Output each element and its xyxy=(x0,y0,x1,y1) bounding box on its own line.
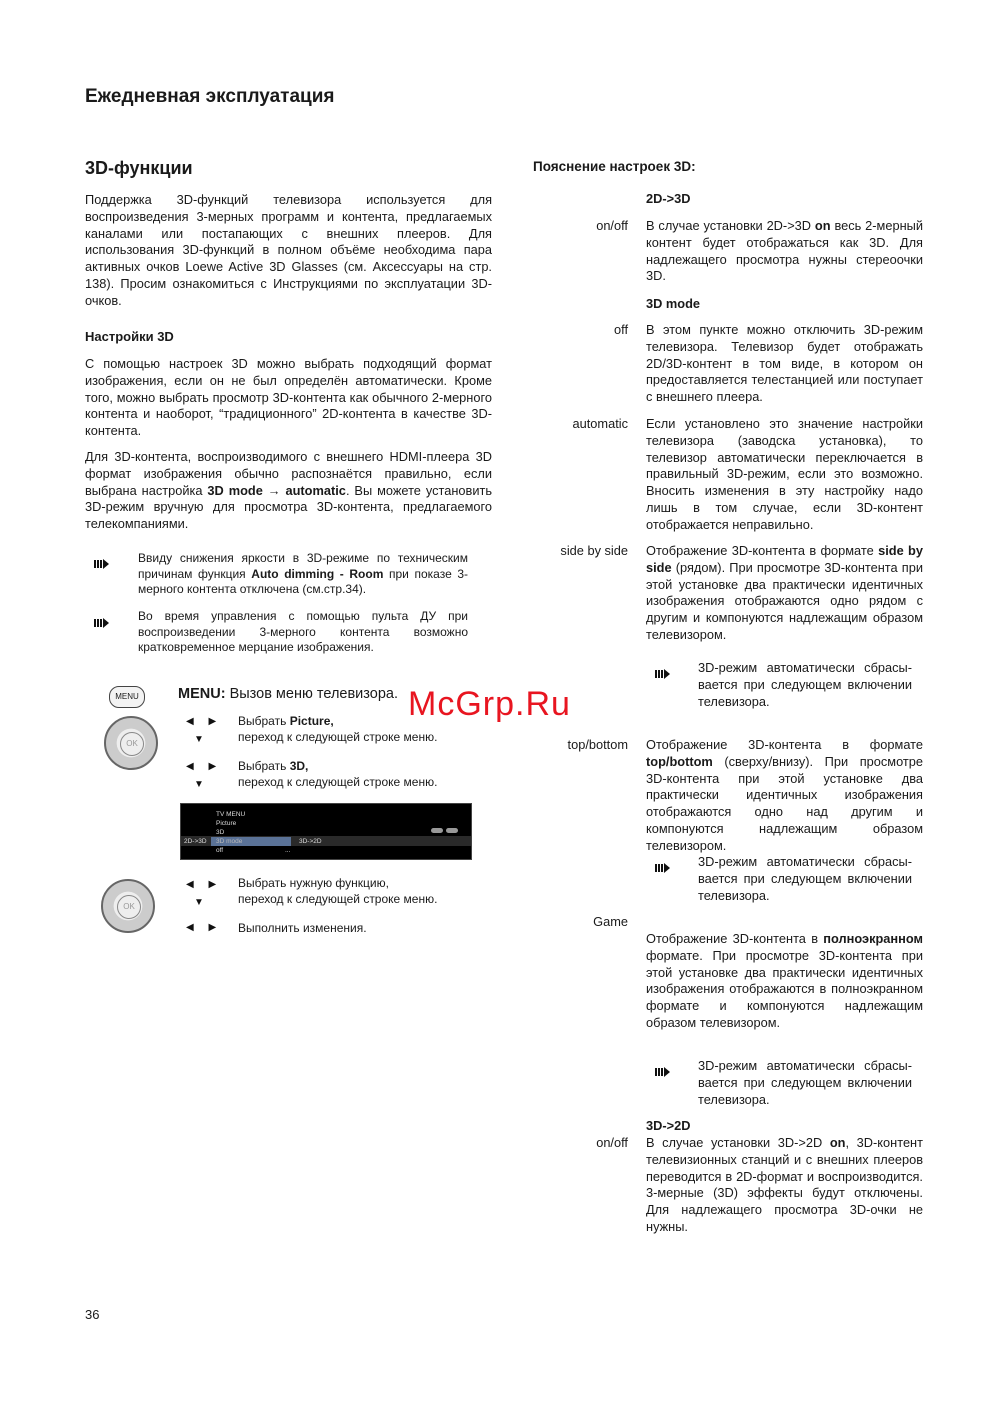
left-right-arrows-icon: ◀ ▶ xyxy=(186,879,223,890)
left-right-arrows-icon: ◀ ▶ xyxy=(186,922,223,933)
down-arrow-icon: ▼ xyxy=(194,897,210,908)
tv-menu-item: 3D mode xyxy=(216,838,243,845)
term-top-bottom: top/bottom xyxy=(567,737,628,752)
settings-paragraph-2: Для 3D-контента, воспроизводимого с внешнего HDMI-плеера 3D формат изображения обычно распознаётся правильно, если выбрана настройка 3D mode → automatic. Вы можете установить 3D-режим вручную для просмотра 3D-контента, предлагаемого телекомпаниями. xyxy=(85,449,492,532)
left-right-arrows-icon: ◀ ▶ xyxy=(186,716,223,727)
note-reset-side-by-side: 3D-режим автоматически сбрасы-вается при следующем включении телевизора. xyxy=(698,660,912,709)
desc-3d-2d: В случае установки 3D->2D on, 3D-контент телевизионных станций и с внешних плееров переводится в 2D-формат и воспроизводится. 3-мерные (3D) эффекты будут отключены. Для надлежащего просмотра 3D-очки не нужны. xyxy=(646,1135,923,1234)
page-number: 36 xyxy=(85,1307,100,1322)
desc-automatic: Если установлено это значение настройки телевизора (заводска установка), то телевизор автоматически переключается в правильный 3D-режим, если это возможно. Вносить изменения в эту настройку надо лишь в том случае, если 3D-контент отображается неправильно. xyxy=(646,416,923,532)
ok-button-icon: OK xyxy=(117,895,141,919)
desc-side-by-side: Отображение 3D-контента в формате side by side (рядом). При просмотре 3D-контента при этой установке два практически идентичных изображения отображаются одно рядом с другим и компонуются надлежащим образом телевизором. xyxy=(646,543,923,642)
tv-menu-item: 3D xyxy=(216,829,225,836)
desc-off: В этом пункте можно отключить 3D-режим телевизора. Телевизор будет отображать 2D/3D-контент в том виде, в котором он предоставляется телестанцией или поступает с внешнего плеера. xyxy=(646,322,923,405)
step-apply: Выполнить изменения. xyxy=(238,921,367,935)
settings-paragraph-1: С помощью настроек 3D можно выбрать подходящий формат изображения, если он не был определён автоматически. Кроме того, можно выбрать просмотр 3D-контента как обычного 2-мерного контента и наоборот, “традиционного” 2D-контента в качестве 3D-контента. xyxy=(85,356,492,439)
tv-menu-item: Picture xyxy=(216,820,237,827)
menu-instruction: MENU: Вызов меню телевизора. xyxy=(178,686,398,702)
subsection-3d-mode: 3D mode xyxy=(646,296,701,311)
note-arrow-icon xyxy=(655,1066,675,1078)
tv-menu-left-label: 2D->3D xyxy=(184,838,207,845)
note-arrow-icon xyxy=(655,668,675,680)
intro-paragraph: Поддержка 3D-функций телевизора используется для воспроизведения 3-мерных программ и контента, предлагаемых каналами или постапающих с внешних плееров. Для использования 3D-функций в полном объёме необходима пара активных очков Loewe Active 3D Glasses (см. Аксессуары на стр. 138). Просим ознакомиться с Инструкциями по эксплуатации 3D-очков. xyxy=(85,192,492,308)
term-game: Game xyxy=(593,914,628,929)
tv-menu-pill-icon xyxy=(446,828,458,833)
down-arrow-icon: ▼ xyxy=(194,734,210,745)
down-arrow-icon: ▼ xyxy=(194,779,210,790)
note-arrow-icon xyxy=(94,558,114,570)
desc-2d-3d: В случае установки 2D->3D on весь 2-мерный контент будет отображаться как 3D. Для надлежащего просмотра нужны стереоочки 3D. xyxy=(646,218,923,284)
note-reset-top-bottom: 3D-режим автоматически сбрасы-вается при следующем включении телевизора. xyxy=(698,854,912,903)
tv-menu-screenshot xyxy=(180,803,472,860)
term-on-off: on/off xyxy=(596,218,628,233)
menu-button-icon: MENU xyxy=(109,686,145,708)
tv-menu-pill-icon xyxy=(431,828,443,833)
left-right-arrows-icon: ◀ ▶ xyxy=(186,761,223,772)
section-title: 3D-функции xyxy=(85,158,193,178)
note-flicker: Во время управления с помощью пульта ДУ при воспроизведении 3-мерного контента возможно кратковременное мерцание изображения. xyxy=(138,609,468,654)
tv-menu-value: ... xyxy=(285,847,291,854)
desc-top-bottom: Отображение 3D-контента в формате top/bottom (сверху/внизу). При просмотре 3D-контента при этой установке два практически идентичных изображения отображаются одно над другим и компонуются надлежащим образом телевизором. xyxy=(646,737,923,853)
term-automatic: automatic xyxy=(572,416,628,431)
step-select-3d: Выбрать 3D, переход к следующей строке меню. xyxy=(238,759,438,789)
note-reset-game: 3D-режим автоматически сбрасы-вается при следующем включении телевизора. xyxy=(698,1058,912,1107)
tv-menu-row-band xyxy=(181,836,471,846)
watermark: McGrp.Ru xyxy=(408,685,571,723)
tv-menu-title: TV MENU xyxy=(216,811,246,818)
chapter-title: Ежедневная эксплуатация xyxy=(85,86,335,107)
explanation-title: Пояснение настроек 3D: xyxy=(533,159,696,174)
tv-menu-item: off xyxy=(216,847,224,854)
step-select-picture: Выбрать Picture, переход к следующей строке меню. xyxy=(238,714,438,744)
remote-dpad-icon xyxy=(101,879,155,933)
note-arrow-icon xyxy=(94,617,114,629)
term-off: off xyxy=(614,322,628,337)
tv-menu-value: 3D->2D xyxy=(299,838,322,845)
term-side-by-side: side by side xyxy=(560,543,628,558)
remote-dpad-icon xyxy=(104,716,158,770)
subsection-3d-2d: 3D->2D xyxy=(646,1118,691,1133)
note-arrow-icon xyxy=(655,862,675,874)
note-auto-dimming: Ввиду снижения яркости в 3D-режиме по техническим причинам функция Auto dimming - Room при показе 3-мерного контента отключена (см.стр.34). xyxy=(138,551,469,596)
subsection-2d-3d: 2D->3D xyxy=(646,191,691,206)
step-select-function: Выбрать нужную функцию, переход к следующей строке меню. xyxy=(238,876,438,906)
ok-button-icon: OK xyxy=(120,732,144,756)
term-on-off: on/off xyxy=(596,1135,628,1150)
settings-heading: Настройки 3D xyxy=(85,329,174,344)
desc-game: Отображение 3D-контента в полноэкранном формате. При просмотре 3D-контента при этой установке два практически идентичных изображения отображаются в полноэкранном формате и компонуются надлежащим образом телевизором. xyxy=(646,931,923,1030)
